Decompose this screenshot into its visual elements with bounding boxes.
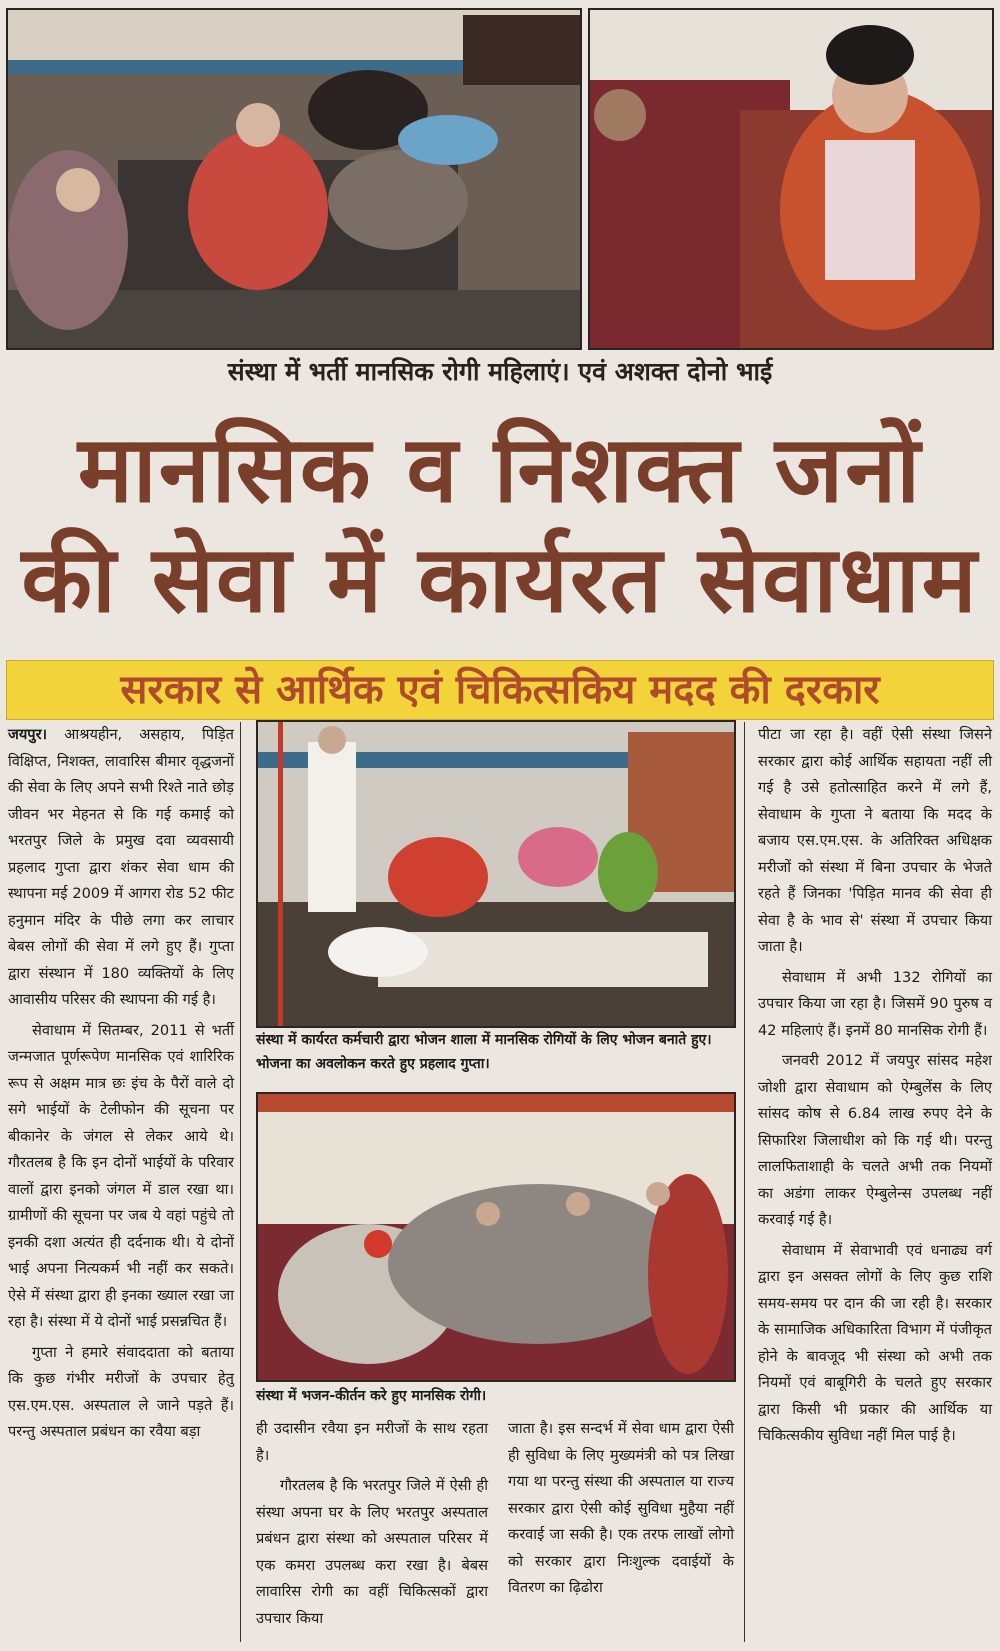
photo-two-brothers — [588, 8, 994, 350]
photo-kitchen — [256, 720, 736, 1028]
photo-two-brothers-image — [590, 10, 992, 348]
photo-women-patients — [6, 8, 582, 350]
bhajan-photo-caption: संस्था में भजन-कीर्तन करे हुए मानसिक रोगी। — [256, 1388, 487, 1404]
article-column-2 — [256, 1416, 488, 1636]
column-divider-right — [744, 722, 745, 1642]
photo-bhajan — [256, 1092, 736, 1382]
photo-kitchen-image — [258, 722, 734, 1026]
dateline: जयपुर। — [8, 726, 48, 743]
top-photos-caption: संस्था में भर्ती मानसिक रोगी महिलाएं। एवं अशक्त दोनो भाई — [227, 357, 773, 386]
photo-bhajan-image — [258, 1094, 734, 1380]
col1-paragraph-2: सेवाधाम में सितम्बर, 2011 से भर्ती जन्मजात पूर्णरूपेण मानसिक एवं शारिरिक रूप से अक्षम मात्र छः इंच के पैरों वाले दो सगे भाईयों के टेलीफोन की सूचना पर बीकानेर के जंगल से लेकर आये थे। गौरतलब है कि इन दोनों भाईयों के परिवार वालों द्वारा इनको जंगल में डाल रखा था। ग्रामीणों की सूचना पर जब ये वहां पहुंचे तो इनकी दशा अत्यंत ही दर्दनाक थी। ये दोनों भाई अपना नित्यकर्म भी नहीं कर सकते। ऐसे में संस्था द्वारा ही इनका ख्याल रखा जा रहा है। संस्था में ये दोनों भाई प्रसन्नचित हैं। — [8, 1021, 234, 1330]
column-divider — [240, 722, 241, 1642]
col4-paragraph-3: जनवरी 2012 में जयपुर सांसद महेश जोशी द्वारा सेवाधाम को ऐम्बुलेंस के लिए सांसद कोष से 6.84 लाख रुपए देने के सिफारिश जिलाधीश को कि गई थी। परन्तु लालफिताशाही के चलते अभी तक नियमों का अडंगा लाकर ऐम्बुलेन्स उपलब्ध नहीं करवाई गई है। — [758, 1052, 992, 1228]
headline-line-2: की सेवा में कार्यरत सेवाधाम — [21, 526, 979, 633]
article-column-1 — [8, 722, 234, 1450]
col1-paragraph-1: आश्रयहीन, असहाय, पिड़ित विक्षिप्त, निशक्त, लावारिस बीमार वृद्धजनों की सेवा के लिए अपने सभी रिश्ते नाते छोड़ जीवन भर मेहनत से कि गई कमाई को भरतपुर जिले के प्रमुख दवा व्यवसायी प्रहलाद गुप्ता द्वारा शंकर सेवा धाम की स्थापना मई 2009 में आगरा रोड 52 फीट हनुमान मंदिर के पीछे लगा कर लाचार बेबस लोगों की सेवा में लगे हुए हैं। गुप्ता द्वारा संस्थान में 180 व्यक्तियों के लिए आवासीय परिसर की स्थापना की गई है। — [8, 726, 234, 1008]
col3-paragraph-1: जाता है। इस सन्दर्भ में सेवा धाम द्वारा ऐसी ही सुविधा के लिए मुख्यमंत्री को पत्र लिखा गया था परन्तु संस्था की अस्पताल या राज्य सरकार द्वारा ऐसी कोई सुविधा मुहैया नहीं करवाई जा सकी है। एक तरफ लाखों लोगो को सरकार द्वारा निःशुल्क दवाईयों के वितरण का ढ़िढोरा — [508, 1420, 734, 1596]
subheadline-banner: सरकार से आर्थिक एवं चिकित्सकिय मदद की दरकार — [6, 660, 994, 720]
col1-paragraph-3: गुप्ता ने हमारे संवाददाता को बताया कि कुछ गंभीर मरीजों के उपचार हेतु एस.एम.एस. अस्पताल ले जाने पड़ते हैं। परन्तु अस्पताल प्रबंधन का रवैया बड़ा — [8, 1343, 234, 1440]
col4-paragraph-4: सेवाधाम में सेवाभावी एवं धनाढ्य वर्ग द्वारा इन असक्त लोगों के लिए कुछ राशि समय-समय पर दान की जा रही है। सरकार के सामाजिक अधिकारिता विभाग में पंजीकृत होने के बावजूद भी संस्था को अभी तक नियमों एवं बाबूगिरी के चलते हुए सरकार द्वारा किसी भी प्रकार की आर्थिक या चिकित्सकीय सुविधा नहीं मिल पाई है। — [758, 1241, 992, 1444]
col2-paragraph-2: गौरतलब है कि भरतपुर जिले में ऐसी ही संस्था अपना घर के लिए भरतपुर अस्पताल प्रबंधन द्वारा संस्था को अस्पताल परिसर में एक कमरा उपलब्ध करा रखा है। बेबस लावारिस रोगी का वहीं चिकित्सकों द्वारा उपचार किया — [256, 1477, 488, 1627]
col4-paragraph-1: पीटा जा रहा है। वहीं ऐसी संस्था जिसने सरकार द्वारा कोई आर्थिक सहायता नहीं ली गई है उसे हतोत्साहित करने में लगे हैं, सेवाधाम के गुप्ता ने बताया कि मदद के बजाय एस.एम.एस. के अतिरिक्त अधिक्षक मरीजों को संस्था में बिना उपचार के भेजते रहते हैं जिनका 'पिड़ित मानव की सेवा ही सेवा है के भाव से' संस्था में उपचार किया जाता है। — [758, 726, 992, 955]
kitchen-photo-caption: संस्था में कार्यरत कर्मचारी द्वारा भोजन शाला में मानसिक रोगियों के लिए भोजन बनाते हुए। भोजना का अवलोकन करते हुए प्रहलाद गुप्ता। — [256, 1032, 712, 1072]
article-column-3 — [508, 1416, 734, 1606]
col4-paragraph-2: सेवाधाम में अभी 132 रोगियों का उपचार किया जा रहा है। जिसमें 90 पुरुष व 42 महिलाएं हैं। इनमें 80 मानसिक रोगी हैं। — [758, 968, 992, 1039]
article-column-4 — [758, 722, 992, 1454]
headline-line-1: मानसिक व निशक्त जनों — [77, 416, 923, 523]
col2-paragraph-1: ही उदासीन रवैया इन मरीजों के साथ रहता है। — [256, 1420, 488, 1464]
photo-women-patients-image — [8, 10, 580, 348]
